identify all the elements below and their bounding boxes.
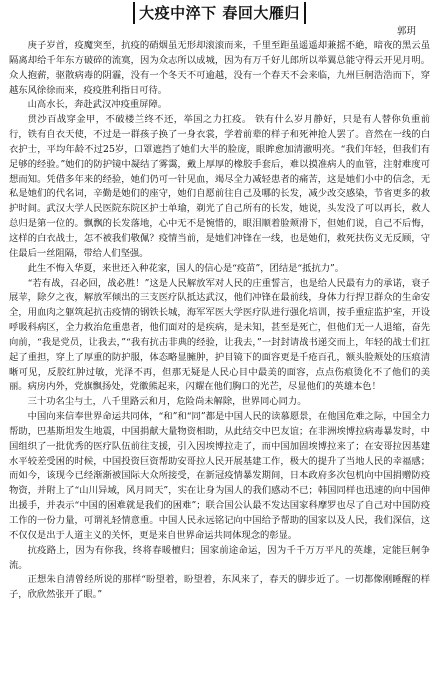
paragraph-closing: 正想朱自清曾经所说的那样“盼望着，盼望着，东风来了，春天的脚步近了。一切都像刚睡醒的样子，欣欣然张开了眼。” [9, 574, 430, 601]
paragraph-nurses: 贯沙百战穿金甲，不破楼兰终不还，举国之力扛疫。 铁有什么岁月静好，只是有人替你负重前行，铁有自衣天使，不过是一群孩子换了一身衣裳，学着前辈的样子和死神抢人罢了。音然在一线的白衣护士，平均年龄不过25岁，口罩遮挡了她们大半的脸庞，眼眸愈加清澈明亮。“我们年轻，但我们有足够的经验。”她们的防护镜中凝结了雾霭，戴上厚厚的橡胶手套后，难以摸准病人的血管，注射难度可想而知。凭借多年来的经验，她们仍可一针见血，竭尽全力减轻患者的痛苦，这是她们小中的信念，无私是她们的代名词，辛勤是她们的座守，她们自愿前往自己及哪的长发，减少改交感染，节省更多的救护时间。武汉大学人民医院东院区护士单瑜，剃光了自己所有的长发，她说，头发没了可以再长，救人总归是第一位的。飘飘的长发落地，心中无不是惋惜的，眼泪顺着脸颊滑下，但她们说，自己不后悔，这样的白衣战士，怎不被我们敬佩？疫情当前，是她们冲锋在一线，也是她们，救死扶伤义无反顾，守住最后一丝阻隔，带给人们坚强。 [9, 114, 430, 259]
paragraph-world: 中国向来信奉世界命运共同体，“和”和“同”都是中国人民的读慕愿景，在他国危难之际，中国全力帮助，巴基斯坦发生地震，中国捐献大量物资相助，从此结交中巴友谊；在非洲埃博拉病毒暴发时，中国组织了一批优秀的医疗队伍前往支援，引入因埃博拉走了，而中国加固埃博拉来了；在安哥拉因基建水平较差受困的时候，中国投资巨资帮助安哥拉人民开展基建工作，极大的提升了当地人民的幸福感；而如今，该现今已经渐渐被国际大众所接受，在新冠疫情暴发期间，日本政府多次包机向中国捐赠防疫物资，并附上了“山川异域，风月同天”，实在让身为国人的我们感动不已；韩国同样也迅速的向中国伸出援手，并表示“中国的困难就是我们的困难”；联合国公认最不发达国家科摩罗也尽了自己对中国防疫工作的一份力量，可谓礼轻情意重。中国人民永远铭记向中国给予帮助的国家以及人民，我们深信，这不仅仅是出于人道主义的关怀，更是来自世界命运共同体现念的彰显。 [9, 411, 430, 541]
paragraph-section-heading-3: 三十功名尘与土，八千里路云和月，危险尚未解除，世界同心同力。 [27, 396, 307, 408]
paragraph-section-heading-2: 此生不悔入华夏，来世还入种花家，国人的信心是“疫苗”，团结是“抵抗力”。 [27, 262, 345, 274]
title-area [9, 2, 430, 26]
paragraph-intro: 庚子岁首，疫魔突至，抗疫的硝烟虽无形却滚滚而来，千里至距虽遥遥却兼摇不絶，暗夜的黑云虽隔离却给千年东方破碎的流寞，因为众志所以成城，因为有万千好儿郎所以举翼总能守得云开见月明。众人抱薪，驱散病毒的阴霾，没有一个冬天不可逾越，没有一个春天不会来临，九州巨舸浩浩而下，穿越东风徐徐而来，疫疫胜利指日可待。 [9, 40, 430, 96]
article-author: 郭玥 [396, 26, 416, 37]
paragraph-army: “若有战，召必回，战必胜！”这是人民解放军对人民的庄重誓言，也是给人民最有力的承诺，衰子展苹，除夕之夜，解放军倾出的三支医疗队抵达武汉，他们冲锋在最前线，身体力行捍卫群众的生命安全，用血肉之躯筑起抗击疫情的钢铁长城，海军军医大学医疗队进行强化培训，按手重症监护室，开设呼吸科病区，全力救治危重患者，他们面对的是疾病，是未知，甚至是死亡，但他们无一人退缩，奋先向前，“我是党员，让我去，”“我有抗击非典的经验，让我去，”一封封请战书递交而上，年轻的战士们扛起了重担，穿上了厚重的防护服，体态略显臃肿，护目镜下的面容更是千疮百孔，额头脸颊处的压痕清晰可见，反胶红肿过敏，光泽不再，但那无疑是人民心目中最美的面容，点点伤痕烫化不了他们的美丽。病房内外，党旗飘扬处，党徽熊起来，闪耀在他们胸口的光芒，尽显他们的英雄本色！ [9, 277, 430, 393]
paragraph-section-heading-1: 山高水长，奔赴武汉冲疫重屏障。 [27, 99, 168, 111]
paragraph-summary: 抗疫路上，因为有你我，终将春暖檀归；国家前途命运，因为千千万万平凡的英雄，定能巨舸争流。 [9, 544, 430, 571]
article-title: 大疫中淬下 春回大雁归 [133, 2, 306, 24]
